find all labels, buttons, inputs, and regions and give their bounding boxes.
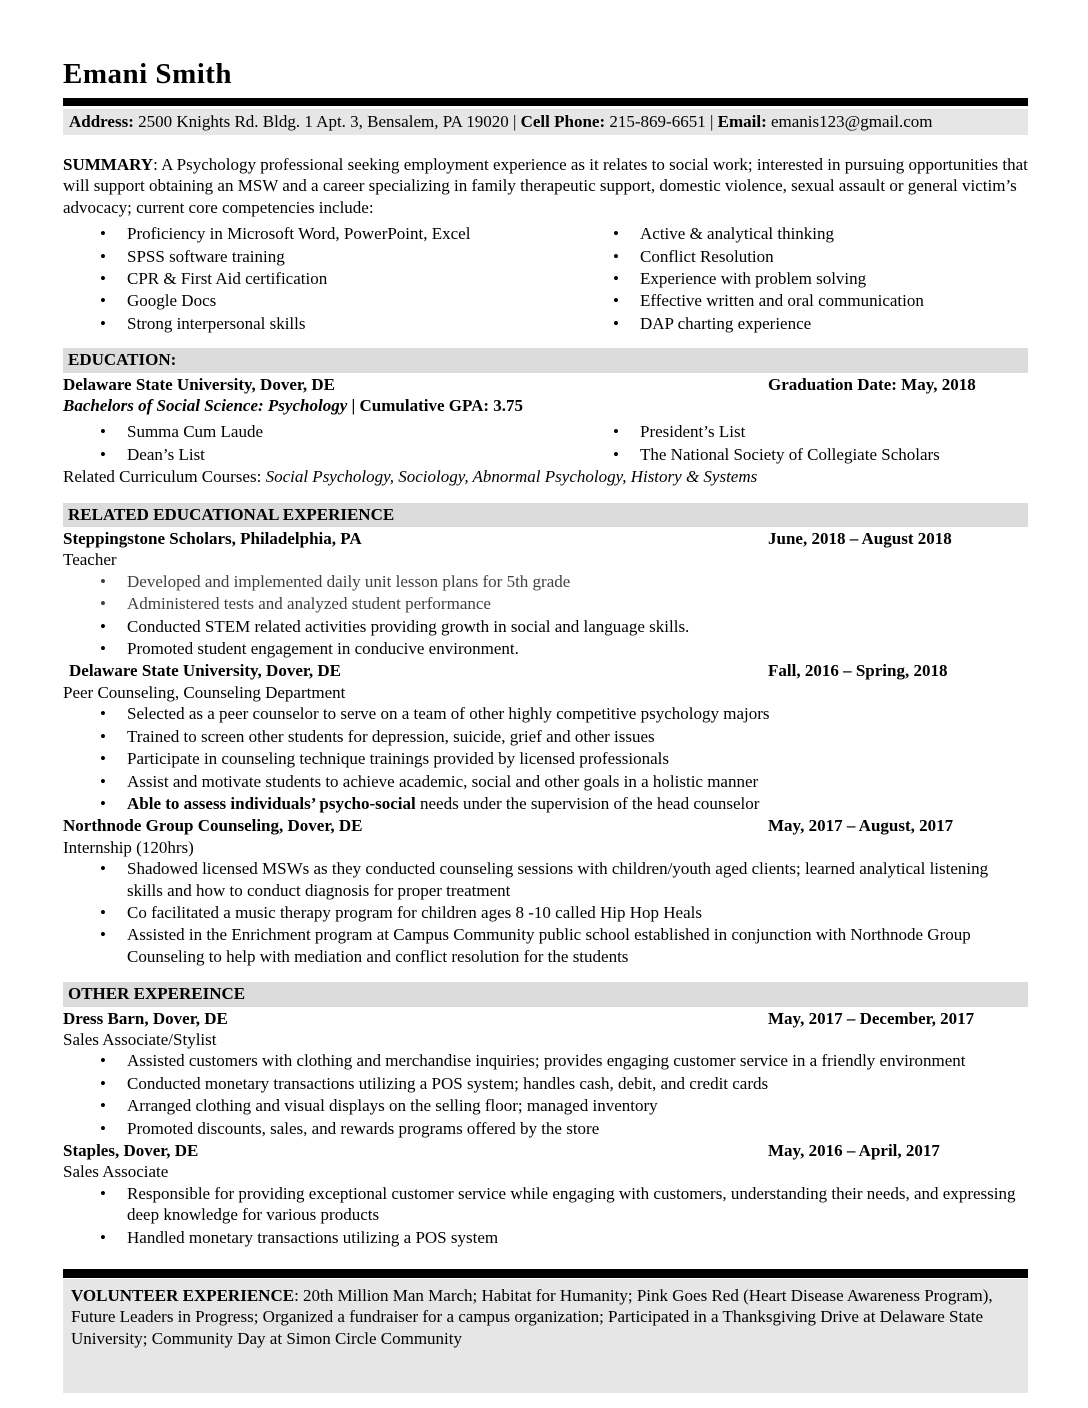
page-title: Emani Smith	[63, 58, 233, 90]
date-range: May, 2017 – December, 2017	[768, 1008, 975, 1028]
date-range: Fall, 2016 – Spring, 2018	[768, 661, 948, 681]
experience-bullets	[63, 1050, 1028, 1139]
honors-list	[63, 421, 1028, 466]
honors-right-column	[576, 421, 1028, 466]
org-name: Delaware State University, Dover, DE	[69, 661, 341, 681]
experience-bullets	[63, 703, 1028, 814]
list-item: • Participate in counseling technique trainings provided by licensed professionals	[63, 748, 1028, 769]
list-item: • Conducted monetary transactions utilizing a POS system; handles cash, debit, and credit cards	[63, 1073, 1028, 1094]
list-item: • Promoted discounts, sales, and rewards programs offered by the store	[63, 1118, 1028, 1139]
address-value: 2500 Knights Rd. Bldg. 1 Apt. 3, Bensalem, PA 19020 |	[133, 111, 521, 131]
role-title: Peer Counseling, Counseling Department	[63, 682, 346, 702]
list-item: • Shadowed licensed MSWs as they conducted counseling sessions with children/youth aged clients; learned analytical listening skills and how to conduct diagnosis for proper treatment	[63, 858, 1028, 901]
list-item: • Responsible for providing exceptional customer service while engaging with customers, understanding their needs, and expressing deep knowledge for various products	[63, 1183, 1028, 1226]
cell-phone-label: Cell Phone:	[520, 111, 606, 131]
list-item: • Summa Cum Laude	[63, 421, 576, 442]
list-item: • Strong interpersonal skills	[63, 313, 576, 334]
related-courses-line	[63, 466, 1028, 487]
courses-value: Social Psychology, Sociology, Abnormal Psychology, History & Systems	[265, 467, 758, 487]
list-item: • Conducted STEM related activities providing growth in social and language skills.	[63, 616, 1028, 637]
bullet-bold-lead: Able to assess individuals’ psycho-social	[127, 793, 416, 813]
date-range: June, 2018 – August 2018	[768, 529, 952, 549]
list-item: • Administered tests and analyzed student performance	[63, 593, 1028, 614]
list-item: • Proficiency in Microsoft Word, PowerPoint, Excel	[63, 223, 576, 244]
cell-phone-value: 215-869-6651 |	[605, 111, 718, 131]
competencies-left-column	[63, 223, 576, 335]
experience-entry-header	[63, 1140, 1028, 1161]
summary-text: : A Psychology professional seeking employment experience as it relates to social work; interested in pursuing opportunities that will support obtaining an MSW and a career specializing in family therapeutic support, domestic violence, sexual assault or general victim’s advocacy; current core competencies include:	[63, 154, 1028, 217]
list-item: • CPR & First Aid certification	[63, 268, 576, 289]
degree-title: Bachelors of Social Science: Psychology	[63, 396, 348, 415]
email-value: emanis123@gmail.com	[766, 111, 933, 131]
list-item: • The National Society of Collegiate Scholars	[576, 444, 1028, 465]
email-label: Email:	[717, 111, 767, 131]
list-item: • Dean’s List	[63, 444, 576, 465]
org-name: Northnode Group Counseling, Dover, DE	[63, 816, 363, 836]
graduation-date: Graduation Date: May, 2018	[768, 374, 976, 394]
experience-entry-header	[63, 528, 1028, 549]
courses-label: Related Curriculum Courses:	[63, 467, 266, 487]
list-item: • SPSS software training	[63, 246, 576, 267]
org-name: Dress Barn, Dover, DE	[63, 1008, 228, 1028]
org-name: Staples, Dover, DE	[63, 1141, 199, 1160]
experience-entry-header	[63, 815, 1028, 836]
list-item: • Co facilitated a music therapy program for children ages 8 -10 called Hip Hop Heals	[63, 902, 1028, 923]
contact-bar	[63, 109, 1028, 135]
list-item: • Conflict Resolution	[576, 246, 1028, 267]
degree-line	[63, 395, 1028, 416]
list-item: • Active & analytical thinking	[576, 223, 1028, 244]
org-name: Steppingstone Scholars, Philadelphia, PA	[63, 529, 362, 549]
list-item: • Trained to screen other students for depression, suicide, grief and other issues	[63, 726, 1028, 747]
list-item: • Assisted in the Enrichment program at Campus Community public school established in conjunction with Northnode Group Counseling to help with mediation and conflict resolution for the students	[63, 924, 1028, 967]
date-range: May, 2017 – August, 2017	[768, 816, 954, 836]
experience-entry-header	[63, 660, 1028, 681]
role-title: Internship (120hrs)	[63, 837, 194, 857]
experience-bullets	[63, 1183, 1028, 1248]
list-item: • Effective written and oral communication	[576, 290, 1028, 311]
list-item: • Handled monetary transactions utilizing a POS system	[63, 1227, 1028, 1248]
list-item: • Experience with problem solving	[576, 268, 1028, 289]
volunteer-text: : 20th Million Man March; Habitat for Humanity; Pink Goes Red (Heart Disease Awareness Program), Future Leaders in Progress; Organized a fundraiser for a campus organization; Participated in a Thanksgiving Drive at Delaware State University; Community Day at Simon Circle Community	[71, 1286, 993, 1348]
list-item: • Google Docs	[63, 290, 576, 311]
role-title: Sales Associate	[63, 1162, 169, 1182]
list-item: • Assist and motivate students to achieve academic, social and other goals in a holistic manner	[63, 771, 1028, 792]
competencies-list	[63, 223, 1028, 335]
experience-entry-header	[63, 1008, 1028, 1029]
role-title: Teacher	[63, 550, 117, 570]
list-item: • Assisted customers with clothing and merchandise inquiries; provides engaging customer service in a friendly environment	[63, 1050, 1028, 1071]
summary-label: SUMMARY	[63, 154, 154, 174]
experience-bullets	[63, 571, 1028, 660]
list-item: • Selected as a peer counselor to serve on a team of other highly competitive psychology majors	[63, 703, 1028, 724]
section-header-education: EDUCATION:	[63, 348, 1028, 372]
role-title: Sales Associate/Stylist	[63, 1029, 217, 1049]
address-label: Address:	[69, 111, 134, 131]
volunteer-section	[63, 1279, 1028, 1393]
bullet-rest: needs under the supervision of the head counselor	[415, 793, 760, 813]
section-header-related-experience: RELATED EDUCATIONAL EXPERIENCE	[63, 503, 1028, 527]
volunteer-label: VOLUNTEER EXPERIENCE	[71, 1286, 295, 1306]
competencies-right-column	[576, 223, 1028, 335]
section-header-other-experience: OTHER EXPEREINCE	[63, 982, 1028, 1006]
summary-paragraph	[63, 154, 1028, 218]
honors-left-column	[63, 421, 576, 466]
list-item: • Promoted student engagement in conducive environment.	[63, 638, 1028, 659]
experience-bullets	[63, 858, 1028, 967]
volunteer-divider	[63, 1269, 1028, 1278]
title-divider	[63, 98, 1028, 106]
list-item	[63, 793, 1028, 814]
list-item: • President’s List	[576, 421, 1028, 442]
list-item: • DAP charting experience	[576, 313, 1028, 334]
date-range: May, 2016 – April, 2017	[768, 1141, 940, 1160]
list-item: • Arranged clothing and visual displays on the selling floor; managed inventory	[63, 1095, 1028, 1116]
education-entry	[63, 374, 1028, 395]
school-name: Delaware State University, Dover, DE	[63, 374, 335, 394]
list-item: • Developed and implemented daily unit lesson plans for 5th grade	[63, 571, 1028, 592]
gpa-value: | Cumulative GPA: 3.75	[347, 396, 524, 415]
